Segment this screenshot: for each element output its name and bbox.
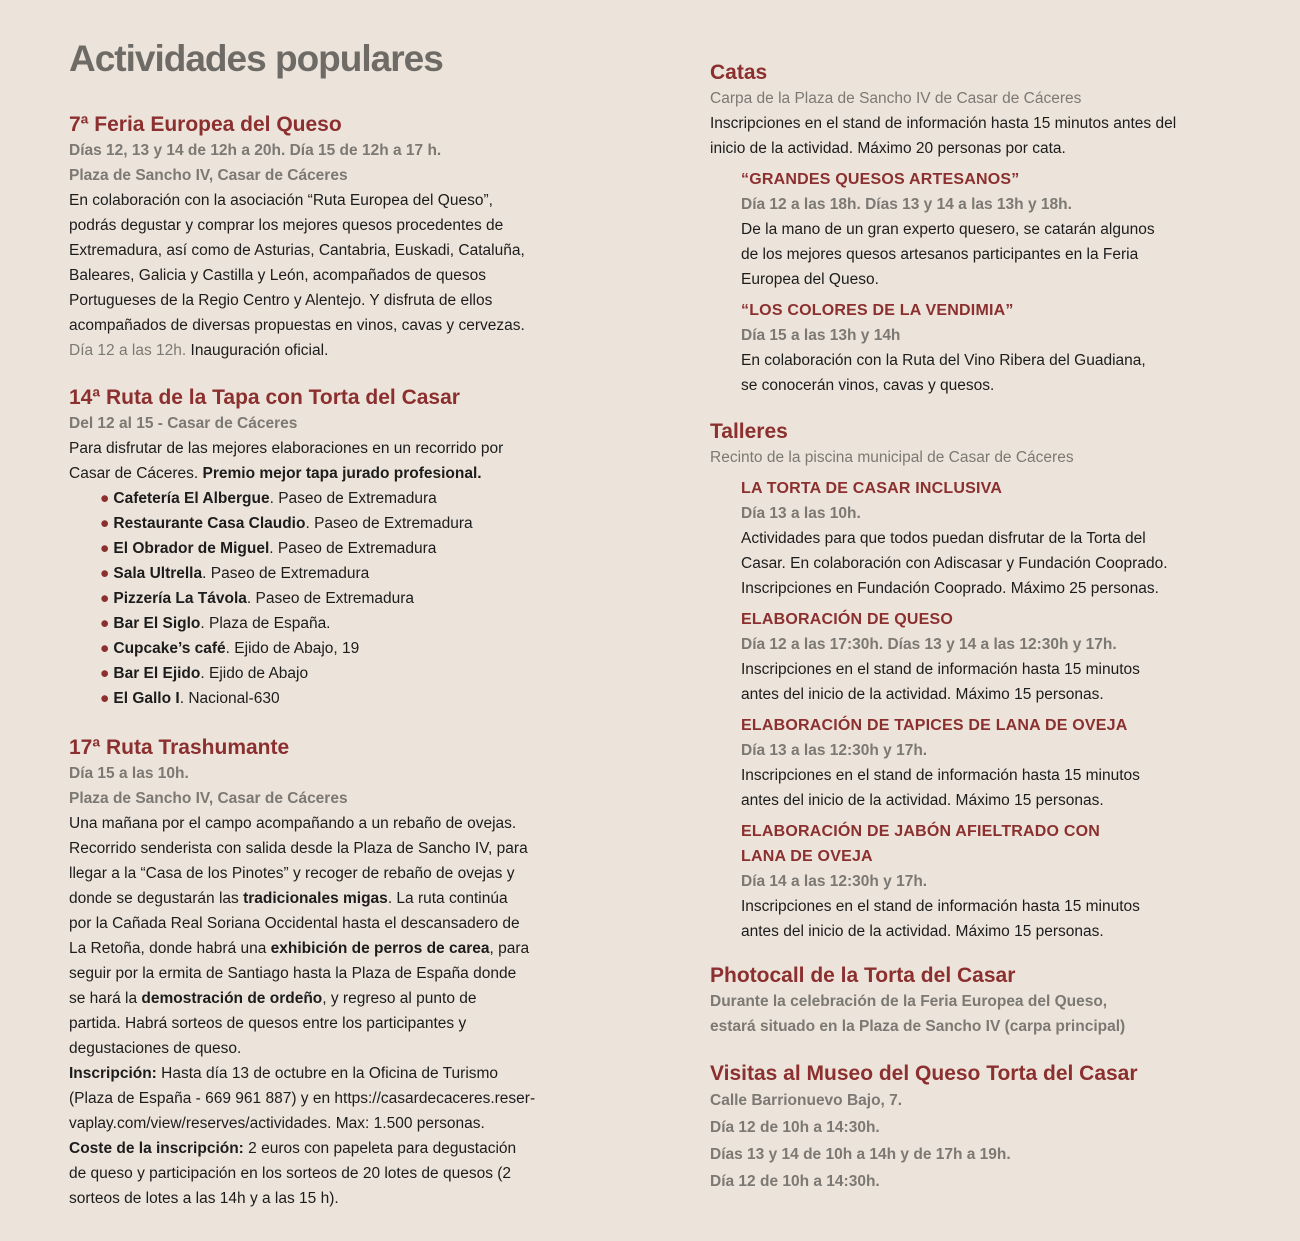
text-span: donde se degustarán las bbox=[69, 890, 244, 907]
photocall-heading: Photocall de la Torta del Casar bbox=[710, 964, 1016, 987]
venue-address: . Ejido de Abajo bbox=[200, 665, 309, 682]
trashumante-heading: 17ª Ruta Trashumante bbox=[69, 736, 290, 759]
catas-place: Carpa de la Plaza de Sancho IV de Casar de Cáceres bbox=[710, 90, 1082, 107]
cata-line: En colaboración con la Ruta del Vino Ribera del Guadiana, bbox=[741, 352, 1146, 369]
cata-line: Europea del Queso. bbox=[741, 271, 879, 288]
taller-date: Día 13 a las 10h. bbox=[741, 505, 861, 522]
feria-section bbox=[69, 112, 629, 363]
ruta-tapa-line: Para disfrutar de las mejores elaboraciones en un recorrido por bbox=[69, 440, 504, 457]
bullet-icon: ● bbox=[100, 640, 110, 657]
inscription-label: Inscripción: bbox=[69, 1065, 157, 1082]
trashumante-section bbox=[69, 735, 629, 1211]
inscription-line: vaplay.com/view/reserves/actividades. Max: 1.500 personas. bbox=[69, 1115, 485, 1132]
feria-place: Plaza de Sancho IV, Casar de Cáceres bbox=[69, 167, 348, 184]
venue-name: Cafetería El Albergue bbox=[113, 490, 270, 507]
feria-line: acompañados de diversas propuestas en vinos, cavas y cervezas. bbox=[69, 317, 525, 334]
feria-dates: Días 12, 13 y 14 de 12h a 20h. Día 15 de 12h a 17 h. bbox=[69, 142, 442, 159]
trashumante-line: degustaciones de queso. bbox=[69, 1040, 242, 1057]
talleres-place: Recinto de la piscina municipal de Casar de Cáceres bbox=[710, 449, 1074, 466]
text-span: , y regreso al punto de bbox=[322, 990, 477, 1007]
taller-line: Inscripciones en el stand de información hasta 15 minutos bbox=[741, 898, 1140, 915]
ruta-tapa-heading: 14ª Ruta de la Tapa con Torta del Casar bbox=[69, 386, 460, 409]
taller-item bbox=[710, 713, 1280, 813]
bullet-icon: ● bbox=[100, 615, 110, 632]
venue-name: El Gallo I bbox=[113, 690, 180, 707]
cata-item bbox=[710, 298, 1280, 398]
cata-title: “LOS COLORES DE LA VENDIMIA” bbox=[741, 302, 1014, 319]
list-item bbox=[100, 611, 629, 636]
text-span: 2 euros con papeleta para degustación bbox=[243, 1140, 517, 1157]
text-bold: demostración de ordeño bbox=[141, 990, 323, 1007]
museo-line: Días 13 y 14 de 10h a 14h y de 17h a 19h. bbox=[710, 1146, 1011, 1163]
feria-line: Extremadura, así como de Asturias, Cantabria, Euskadi, Cataluña, bbox=[69, 242, 525, 259]
museo-line: Día 12 de 10h a 14:30h. bbox=[710, 1173, 880, 1190]
trashumante-line: llegar a la “Casa de los Pinotes” y recoger de rebaño de ovejas y bbox=[69, 865, 515, 882]
taller-date: Día 13 a las 12:30h y 17h. bbox=[741, 742, 928, 759]
talleres-heading: Talleres bbox=[710, 420, 788, 443]
talleres-section bbox=[710, 419, 1280, 944]
list-item bbox=[100, 636, 629, 661]
venue-name: Restaurante Casa Claudio bbox=[113, 515, 306, 532]
cata-line: De la mano de un gran experto quesero, se catarán algunos bbox=[741, 221, 1155, 238]
catas-line: inicio de la actividad. Máximo 20 personas por cata. bbox=[710, 140, 1066, 157]
museo-line: Calle Barrionuevo Bajo, 7. bbox=[710, 1092, 903, 1109]
venue-address: . Paseo de Extremadura bbox=[246, 590, 415, 607]
cata-title: “GRANDES QUESOS ARTESANOS” bbox=[741, 171, 1020, 188]
bullet-icon: ● bbox=[100, 590, 110, 607]
feria-line: En colaboración con la asociación “Ruta Europea del Queso”, bbox=[69, 192, 493, 209]
venue-name: Bar El Ejido bbox=[113, 665, 201, 682]
cata-line: de los mejores quesos artesanos participantes en la Feria bbox=[741, 246, 1139, 263]
taller-title: LA TORTA DE CASAR INCLUSIVA bbox=[741, 480, 1003, 497]
trashumante-place: Plaza de Sancho IV, Casar de Cáceres bbox=[69, 790, 348, 807]
ruta-tapa-dates: Del 12 al 15 - Casar de Cáceres bbox=[69, 415, 298, 432]
taller-title: LANA DE OVEJA bbox=[741, 848, 873, 865]
list-item bbox=[100, 486, 629, 511]
museo-heading: Visitas al Museo del Queso Torta del Casar bbox=[710, 1062, 1138, 1085]
text-span: La Retoña, donde habrá una bbox=[69, 940, 271, 957]
inscription-line: (Plaza de España - 669 961 887) y en https://casardecaceres.reser- bbox=[69, 1090, 536, 1107]
ruta-tapa-section bbox=[69, 385, 629, 711]
taller-item bbox=[710, 819, 1280, 944]
catas-line: Inscripciones en el stand de información hasta 15 minutos antes del bbox=[710, 115, 1177, 132]
page-title: Actividades populares bbox=[69, 38, 443, 79]
trashumante-line bbox=[69, 986, 629, 1011]
taller-line: Actividades para que todos puedan disfrutar de la Torta del bbox=[741, 530, 1146, 547]
taller-item bbox=[710, 476, 1280, 601]
venue-address: . Plaza de España. bbox=[200, 615, 331, 632]
trashumante-line bbox=[69, 936, 629, 961]
trashumante-line: Una mañana por el campo acompañando a un rebaño de ovejas. bbox=[69, 815, 517, 832]
venue-address: . Paseo de Extremadura bbox=[269, 540, 437, 557]
text-bold: tradicionales migas bbox=[243, 890, 388, 907]
text-span: . La ruta continúa bbox=[387, 890, 508, 907]
cata-item bbox=[710, 167, 1280, 292]
list-item bbox=[100, 536, 629, 561]
venue-name: El Obrador de Miguel bbox=[113, 540, 270, 557]
taller-line: antes del inicio de la actividad. Máximo 15 personas. bbox=[741, 792, 1104, 809]
taller-line: antes del inicio de la actividad. Máximo 15 personas. bbox=[741, 686, 1104, 703]
feria-heading: 7ª Feria Europea del Queso bbox=[69, 113, 342, 136]
photocall-section bbox=[710, 963, 1280, 1039]
trashumante-line bbox=[69, 886, 629, 911]
taller-date: Día 14 a las 12:30h y 17h. bbox=[741, 873, 928, 890]
inscription-line bbox=[69, 1061, 629, 1086]
bullet-icon: ● bbox=[100, 490, 110, 507]
list-item bbox=[100, 586, 629, 611]
inauguration-date: Día 12 a las 12h. bbox=[69, 342, 187, 359]
taller-title: ELABORACIÓN DE QUESO bbox=[741, 611, 954, 628]
venue-address: . Nacional-630 bbox=[179, 690, 280, 707]
taller-line: Inscripciones en el stand de información hasta 15 minutos bbox=[741, 767, 1140, 784]
text-span: se hará la bbox=[69, 990, 142, 1007]
cata-line: se conocerán vinos, cavas y quesos. bbox=[741, 377, 995, 394]
bullet-icon: ● bbox=[100, 515, 110, 532]
taller-line: antes del inicio de la actividad. Máximo 15 personas. bbox=[741, 923, 1104, 940]
inauguration-text: Inauguración oficial. bbox=[186, 342, 329, 359]
catas-heading: Catas bbox=[710, 61, 768, 84]
venue-address: . Ejido de Abajo, 19 bbox=[225, 640, 360, 657]
taller-line: Casar. En colaboración con Adiscasar y Fundación Cooprado. bbox=[741, 555, 1168, 572]
bullet-icon: ● bbox=[100, 565, 110, 582]
ruta-tapa-line bbox=[69, 461, 629, 486]
list-item bbox=[100, 561, 629, 586]
list-item bbox=[100, 686, 629, 711]
feria-line: podrás degustar y comprar los mejores quesos procedentes de bbox=[69, 217, 504, 234]
venue-name: Bar El Siglo bbox=[113, 615, 201, 632]
cost-line: de queso y participación en los sorteos de 20 lotes de quesos (2 bbox=[69, 1165, 512, 1182]
taller-title: ELABORACIÓN DE JABÓN AFIELTRADO CON bbox=[741, 823, 1100, 840]
bullet-icon: ● bbox=[100, 665, 110, 682]
venue-name: Sala Ultrella bbox=[113, 565, 203, 582]
trashumante-line: por la Cañada Real Soriana Occidental hasta el descansadero de bbox=[69, 915, 520, 932]
venue-name: Pizzería La Távola bbox=[113, 590, 247, 607]
venue-list bbox=[69, 486, 629, 711]
photocall-line: Durante la celebración de la Feria Europea del Queso, bbox=[710, 993, 1108, 1010]
venue-address: . Paseo de Extremadura bbox=[202, 565, 370, 582]
text-span: Hasta día 13 de octubre en la Oficina de Turismo bbox=[156, 1065, 499, 1082]
taller-line: Inscripciones en el stand de información hasta 15 minutos bbox=[741, 661, 1140, 678]
museo-line: Día 12 de 10h a 14:30h. bbox=[710, 1119, 880, 1136]
text-bold: exhibición de perros de carea bbox=[270, 940, 490, 957]
bullet-icon: ● bbox=[100, 540, 110, 557]
taller-date: Día 12 a las 17:30h. Días 13 y 14 a las 12:30h y 17h. bbox=[741, 636, 1117, 653]
feria-line: Portugueses de la Regio Centro y Alentejo. Y disfruta de ellos bbox=[69, 292, 493, 309]
ruta-tapa-line-text: Casar de Cáceres. bbox=[69, 465, 203, 482]
catas-section bbox=[710, 60, 1280, 398]
taller-item bbox=[710, 607, 1280, 707]
cata-date: Día 15 a las 13h y 14h bbox=[741, 327, 901, 344]
venue-name: Cupcake’s café bbox=[113, 640, 226, 657]
taller-line: Inscripciones en Fundación Cooprado. Máximo 25 personas. bbox=[741, 580, 1159, 597]
venue-address: . Paseo de Extremadura bbox=[269, 490, 437, 507]
feria-line: Baleares, Galicia y Castilla y León, acompañados de quesos bbox=[69, 267, 487, 284]
cost-line: sorteos de lotes a las 14h y a las 15 h). bbox=[69, 1190, 339, 1207]
text-span: , para bbox=[489, 940, 530, 957]
trashumante-line: partida. Habrá sorteos de quesos entre los participantes y bbox=[69, 1015, 467, 1032]
trashumante-line: Recorrido senderista con salida desde la Plaza de Sancho IV, para bbox=[69, 840, 528, 857]
bullet-icon: ● bbox=[100, 690, 110, 707]
cost-line bbox=[69, 1136, 629, 1161]
cost-label: Coste de la inscripción: bbox=[69, 1140, 244, 1157]
trashumante-date: Día 15 a las 10h. bbox=[69, 765, 189, 782]
list-item bbox=[100, 511, 629, 536]
feria-inauguration bbox=[69, 338, 629, 363]
list-item bbox=[100, 661, 629, 686]
taller-title: ELABORACIÓN DE TAPICES DE LANA DE OVEJA bbox=[741, 717, 1128, 734]
ruta-tapa-prize: Premio mejor tapa jurado profesional. bbox=[202, 465, 482, 482]
venue-address: . Paseo de Extremadura bbox=[305, 515, 473, 532]
trashumante-line: seguir por la ermita de Santiago hasta la Plaza de España donde bbox=[69, 965, 517, 982]
photocall-line: estará situado en la Plaza de Sancho IV (carpa principal) bbox=[710, 1018, 1126, 1035]
cata-date: Día 12 a las 18h. Días 13 y 14 a las 13h y 18h. bbox=[741, 196, 1072, 213]
museo-section bbox=[710, 1061, 1280, 1195]
